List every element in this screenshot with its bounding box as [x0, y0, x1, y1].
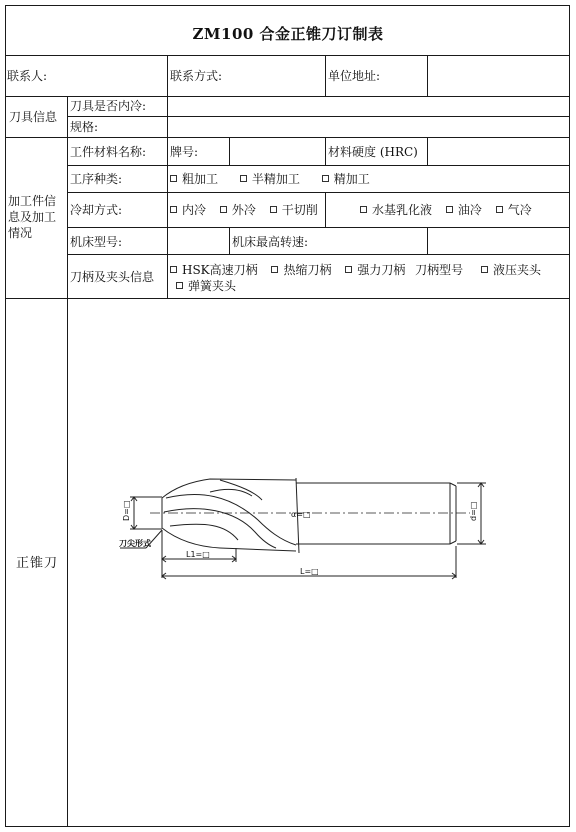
cutting-head-outline [162, 479, 296, 498]
flute-curve [210, 489, 252, 496]
checkbox-icon[interactable] [176, 282, 183, 289]
flute-curve [166, 494, 296, 545]
frame-top [5, 5, 570, 6]
cooling-option-dry[interactable] [270, 203, 318, 217]
tip-form-leader [146, 530, 162, 548]
cooling-option-emulsion[interactable] [360, 203, 432, 217]
checkbox-icon[interactable] [170, 206, 177, 213]
internal-cooling-label: 刀具是否内冷: [70, 99, 147, 113]
checkbox-icon[interactable] [170, 266, 177, 273]
internal-cooling-field[interactable] [170, 98, 566, 114]
row-line [5, 298, 570, 299]
tip-form-label: 刀尖形式 [119, 539, 151, 548]
row-line [5, 96, 570, 97]
tool-info-section-label: 刀具信息 [9, 110, 58, 124]
checkbox-icon[interactable] [481, 266, 488, 273]
spec-field[interactable] [170, 118, 566, 135]
contact-person-field[interactable] [60, 58, 165, 94]
holder-option-label: 液压夹头 [493, 263, 542, 277]
neck-line [296, 478, 299, 553]
form-title: ZM100 合金正锥刀订制表 [192, 25, 384, 43]
holder-option-label: HSK高速刀柄 [182, 263, 258, 277]
max-speed-label: 机床最高转速: [232, 235, 309, 249]
address-field[interactable] [430, 58, 566, 94]
col-line [229, 137, 230, 166]
cooling-option-label: 油冷 [457, 203, 482, 217]
cooling-option-label: 干切削 [281, 203, 318, 217]
process-label: 工序种类: [70, 172, 123, 186]
dim-L1-arrow [162, 556, 236, 562]
flute-curve [170, 524, 238, 540]
flute-curve [220, 480, 262, 500]
cooling-option-label: 内冷 [182, 203, 207, 217]
dim-d-label: d=□ [469, 501, 478, 521]
holder-option-label: 热缩刀柄 [283, 263, 332, 277]
contact-method-label: 联系方式: [170, 69, 223, 83]
row-line [67, 165, 570, 166]
checkbox-icon[interactable] [240, 175, 247, 182]
checkbox-icon[interactable] [322, 175, 329, 182]
contact-person-label: 联系人: [7, 69, 48, 83]
checkbox-icon[interactable] [270, 206, 277, 213]
holder-label: 刀柄及夹头信息 [70, 270, 155, 284]
process-option-label: 粗加工 [182, 172, 219, 186]
row-line [67, 227, 570, 228]
machine-model-label: 机床型号: [70, 235, 123, 249]
checkbox-icon[interactable] [446, 206, 453, 213]
grade-label: 牌号: [170, 145, 199, 159]
address-label: 单位地址: [328, 69, 381, 83]
dim-L1-label: L1=□ [186, 550, 210, 559]
process-option-semi[interactable] [240, 172, 300, 186]
frame-right [569, 5, 570, 827]
grade-field[interactable] [232, 140, 322, 163]
row-line [5, 137, 570, 138]
checkbox-icon[interactable] [220, 206, 227, 213]
process-option-label: 精加工 [333, 172, 370, 186]
hardness-label: 材料硬度 (HRC) [328, 145, 418, 159]
col-line [427, 55, 428, 97]
holder-option-hydraulic[interactable] [481, 263, 541, 277]
shank-chamfer-edge [450, 483, 456, 544]
col-line [427, 137, 428, 166]
col-line [325, 137, 326, 166]
row-line [67, 254, 570, 255]
holder-option-hsk[interactable] [170, 263, 258, 277]
row-line [67, 116, 570, 117]
process-options [170, 172, 380, 186]
dim-D-arrow [131, 497, 137, 529]
checkbox-icon[interactable] [271, 266, 278, 273]
dim-L-label: L=□ [300, 567, 319, 576]
spec-label: 规格: [70, 120, 99, 134]
row-line [67, 192, 570, 193]
holder-option-shrink[interactable] [271, 263, 331, 277]
cooling-option-air[interactable] [496, 203, 532, 217]
checkbox-icon[interactable] [496, 206, 503, 213]
cooling-option-label: 水基乳化液 [372, 203, 433, 217]
cooling-option-internal[interactable] [170, 203, 206, 217]
col-line [427, 227, 428, 255]
frame-bottom [5, 826, 570, 827]
material-name-label: 工件材料名称: [70, 145, 147, 159]
col-line [325, 55, 326, 97]
cooling-options-a [170, 203, 328, 217]
hardness-field[interactable] [430, 140, 566, 163]
drawing-section-label: 正锥刀 [16, 556, 59, 571]
cooling-option-oil[interactable] [446, 203, 482, 217]
process-option-finish[interactable] [322, 172, 370, 186]
col-line [67, 96, 68, 827]
machine-model-field[interactable] [170, 230, 226, 252]
dim-L-arrow [162, 573, 456, 579]
cutting-head-outline [162, 528, 296, 551]
cooling-option-external[interactable] [220, 203, 256, 217]
checkbox-icon[interactable] [360, 206, 367, 213]
holder-model-label: 刀柄型号 [415, 263, 464, 277]
flute-curve [164, 509, 276, 548]
col-line [167, 96, 168, 299]
holder-option-collet[interactable] [176, 279, 236, 293]
cooling-label: 冷却方式: [70, 203, 123, 217]
holder-options-line2 [176, 279, 236, 293]
process-option-label: 半精加工 [251, 172, 300, 186]
checkbox-icon[interactable] [345, 266, 352, 273]
max-speed-field[interactable] [430, 230, 566, 252]
dim-d-arrow [478, 483, 484, 544]
col-line [167, 55, 168, 97]
col-line [229, 227, 230, 255]
dim-D-label: D=□ [122, 500, 131, 521]
row-line [5, 55, 570, 56]
cone-label: α=□ [291, 510, 311, 519]
holder-option-label: 弹簧夹头 [188, 279, 237, 293]
workpiece-section-label: 加工件信息及加工情况 [8, 194, 57, 240]
frame-left [5, 5, 6, 827]
cooling-option-label: 气冷 [507, 203, 532, 217]
checkbox-icon[interactable] [170, 175, 177, 182]
process-option-rough[interactable] [170, 172, 218, 186]
holder-option-label: 强力刀柄 [357, 263, 406, 277]
cooling-options-b [360, 203, 542, 217]
cooling-option-label: 外冷 [231, 203, 256, 217]
contact-method-field[interactable] [232, 58, 322, 94]
holder-option-power[interactable] [345, 263, 405, 277]
holder-options-line1 [170, 263, 541, 277]
